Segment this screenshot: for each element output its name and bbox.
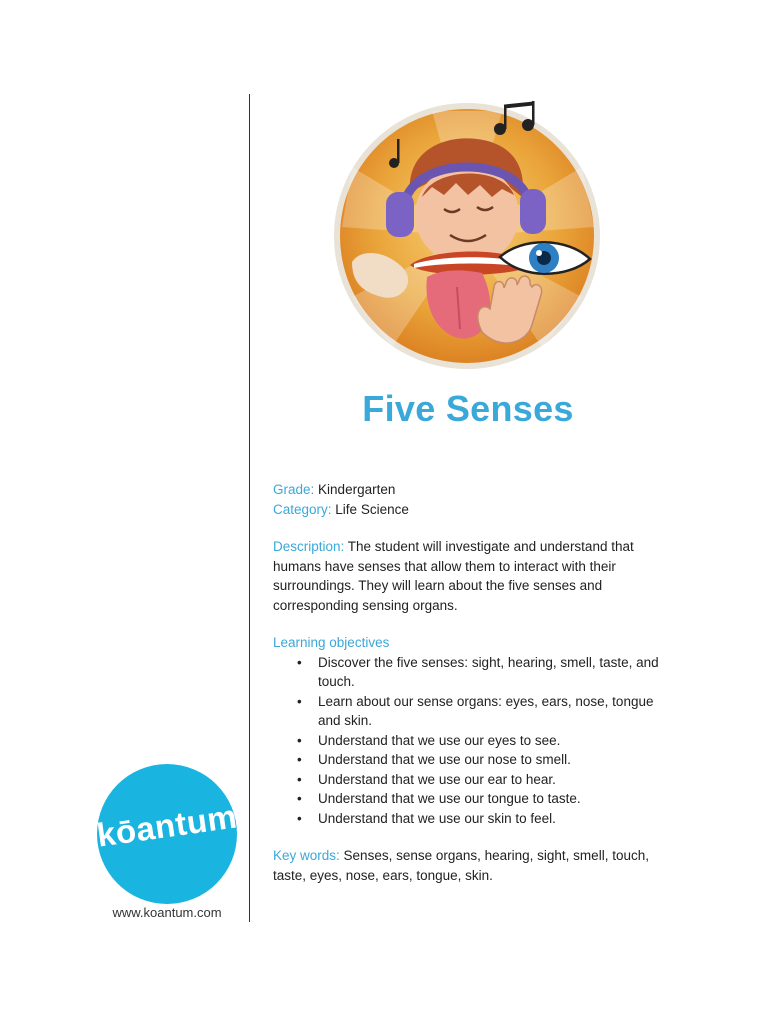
page-title: Five Senses: [362, 388, 574, 429]
description-text: The student will investigate and understand that humans have senses that allow them to interact with their surroundings. They will learn about the five senses and corresponding sensing organs.: [273, 539, 634, 613]
list-item: • Learn about our sense organs: eyes, ears, nose, tongue and skin.: [318, 692, 673, 731]
keywords: [273, 846, 673, 885]
list-item: • Understand that we use our tongue to taste.: [318, 789, 673, 809]
five-senses-illustration: [332, 97, 602, 375]
website-link[interactable]: www.koantum.com: [112, 905, 222, 920]
category-row: [273, 500, 673, 520]
list-item: • Understand that we use our skin to feel.: [318, 809, 673, 829]
list-item: • Understand that we use our eyes to see.: [318, 731, 673, 751]
grade-row: [273, 480, 673, 500]
category-value: Life Science: [335, 501, 409, 517]
koantum-logo: [96, 763, 238, 905]
lesson-details: [273, 480, 673, 885]
description: [273, 537, 673, 615]
description-label: Description:: [273, 539, 345, 554]
objectives-list: [273, 653, 673, 829]
keywords-text: Senses, sense organs, hearing, sight, smell, touch, taste, eyes, nose, ears, tongue, skin.: [273, 848, 649, 883]
keywords-label: Key words:: [273, 848, 340, 863]
grade-label: Grade:: [273, 482, 315, 497]
grade-value: Kindergarten: [318, 482, 396, 497]
list-item: • Discover the five senses: sight, hearing, smell, taste, and touch.: [318, 653, 673, 692]
category-label: Category:: [273, 501, 332, 517]
logo-text: kōantum: [94, 797, 240, 854]
vertical-divider: [249, 94, 250, 922]
list-item: • Understand that we use our nose to smell.: [318, 750, 673, 770]
objectives-label: Learning objectives: [273, 635, 390, 650]
list-item: • Understand that we use our ear to hear.: [318, 770, 673, 790]
